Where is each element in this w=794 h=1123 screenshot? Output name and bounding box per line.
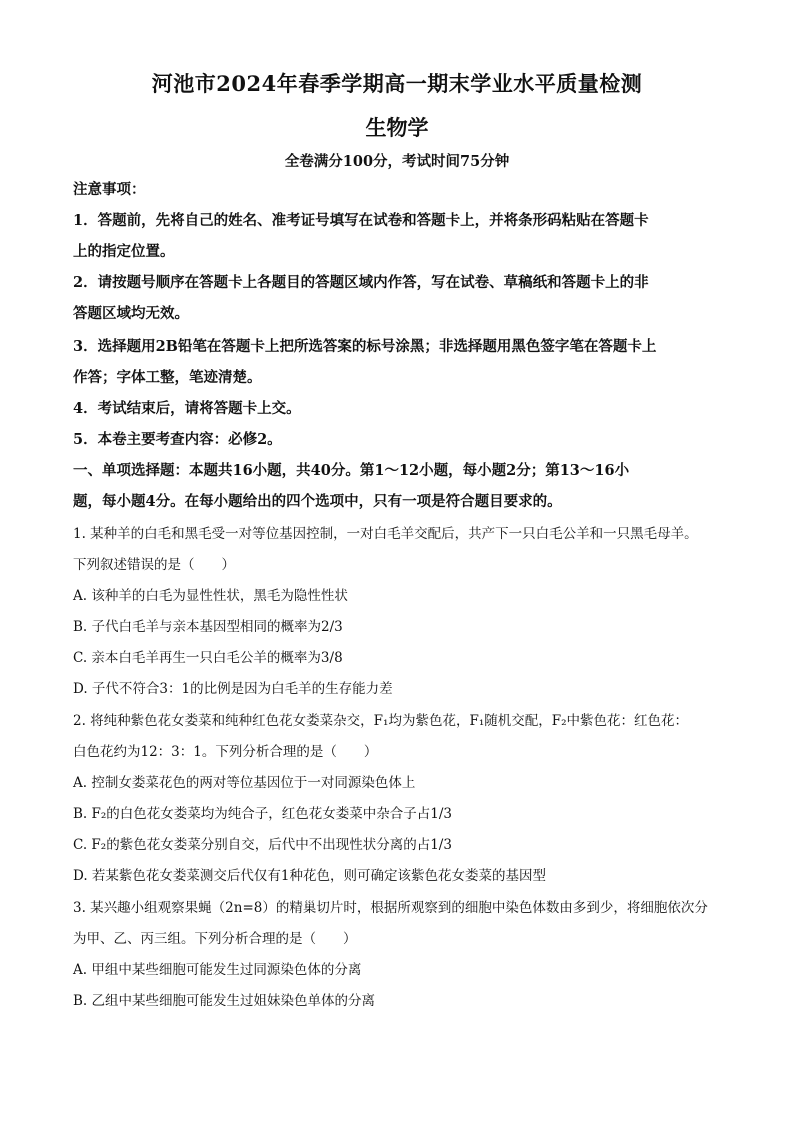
notice-line: 答题区域均无效。 — [73, 305, 189, 322]
exam-title: 河池市2024年春季学期高一期末学业水平质量检测 — [151, 71, 643, 96]
question-stem: 白色花约为12：3：1。下列分析合理的是（ ） — [73, 744, 378, 760]
notice-line: 4．考试结束后，请将答题卡上交。 — [73, 400, 301, 417]
notice-line: 5．本卷主要考查内容：必修2。 — [73, 431, 282, 448]
question-stem: 1. 某种羊的白毛和黑毛受一对等位基因控制，一对白毛羊交配后，共产下一只白毛公羊和一只黑毛母羊。 — [73, 526, 698, 542]
question-option: C. 亲本白毛羊再生一只白毛公羊的概率为3/8 — [73, 650, 343, 666]
notice-line: 1．答题前，先将自己的姓名、准考证号填写在试卷和答题卡上，并将条形码粘贴在答题卡 — [73, 212, 649, 229]
question-stem: 下列叙述错误的是（ ） — [73, 557, 235, 573]
notice-heading: 注意事项： — [73, 181, 146, 198]
score-time-info: 全卷满分100分，考试时间75分钟 — [284, 153, 510, 170]
question-option: D. 子代不符合3：1的比例是因为白毛羊的生存能力差 — [73, 681, 393, 697]
question-option: C. F₂的紫色花女娄菜分别自交，后代中不出现性状分离的占1/3 — [73, 837, 452, 853]
notice-line: 上的指定位置。 — [73, 243, 175, 260]
question-option: A. 甲组中某些细胞可能发生过同源染色体的分离 — [73, 962, 362, 978]
question-option: B. F₂的白色花女娄菜均为纯合子，红色花女娄菜中杂合子占1/3 — [73, 806, 453, 822]
question-option: A. 该种羊的白毛为显性性状，黑毛为隐性性状 — [73, 588, 348, 604]
question-stem: 3. 某兴趣小组观察果蝇（2n=8）的精巢切片时，根据所观察到的细胞中染色体数由多到少，将细胞依次分 — [73, 900, 708, 916]
notice-line: 3．选择题用2B铅笔在答题卡上把所选答案的标号涂黑；非选择题用黑色签字笔在答题卡上 — [73, 338, 657, 355]
question-stem: 2. 将纯种紫色花女娄菜和纯种红色花女娄菜杂交，F₁均为紫色花，F₁随机交配，F₂中紫色花：红色花： — [73, 713, 689, 729]
question-option: B. 子代白毛羊与亲本基因型相同的概率为2/3 — [73, 619, 343, 635]
section-instruction: 一、单项选择题：本题共16小题，共40分。第1～12小题，每小题2分；第13～16小 — [73, 462, 630, 479]
section-instruction: 题，每小题4分。在每小题给出的四个选项中，只有一项是符合题目要求的。 — [73, 493, 562, 510]
question-option: D. 若某紫色花女娄菜测交后代仅有1种花色，则可确定该紫色花女娄菜的基因型 — [73, 868, 547, 884]
notice-line: 2．请按题号顺序在答题卡上各题目的答题区域内作答，写在试卷、草稿纸和答题卡上的非 — [73, 274, 649, 291]
subject-title: 生物学 — [365, 115, 429, 140]
notice-line: 作答；字体工整，笔迹清楚。 — [73, 369, 262, 386]
question-stem: 为甲、乙、丙三组。下列分析合理的是（ ） — [73, 931, 357, 947]
question-option: B. 乙组中某些细胞可能发生过姐妹染色单体的分离 — [73, 993, 376, 1009]
question-option: A. 控制女娄菜花色的两对等位基因位于一对同源染色体上 — [73, 775, 416, 791]
